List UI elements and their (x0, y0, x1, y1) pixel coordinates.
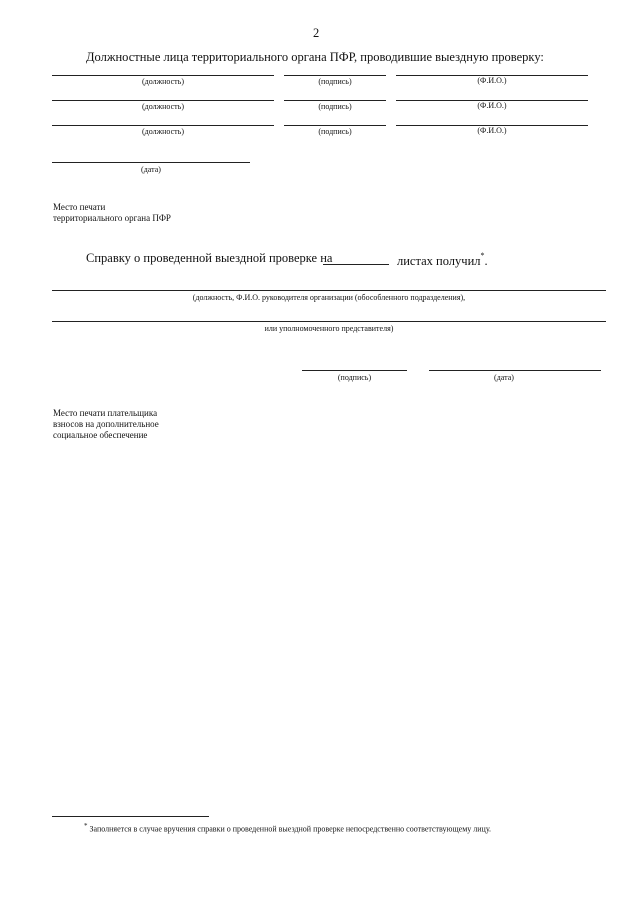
signature-caption: (подпись) (318, 127, 352, 136)
footnote (84, 822, 491, 834)
receipt-statement (86, 251, 488, 268)
head-name-line[interactable] (52, 290, 606, 291)
receipt-text-before: Справку о проведенной выездной проверке на (86, 251, 333, 265)
page-number: 2 (313, 26, 320, 40)
payer-stamp-place-label (53, 408, 159, 441)
name-caption: (Ф.И.О.) (477, 76, 507, 85)
stamp-place-label (53, 202, 171, 224)
representative-caption: или уполномоченного представителя) (264, 324, 394, 333)
position-caption: (должность) (142, 102, 184, 111)
signature-caption: (подпись) (318, 77, 352, 86)
footnote-text: Заполняется в случае вручения справки о проведенной выездной проверке непосредственно соответствующему лицу. (89, 824, 492, 834)
date-line[interactable] (52, 162, 250, 163)
position-caption: (должность) (142, 77, 184, 86)
signature-line[interactable] (284, 75, 386, 76)
receiver-signature-caption: (подпись) (337, 373, 372, 382)
position-caption: (должность) (142, 127, 184, 136)
signature-caption: (подпись) (318, 102, 352, 111)
position-line[interactable] (52, 100, 274, 101)
signature-line[interactable] (284, 125, 386, 126)
name-caption: (Ф.И.О.) (477, 101, 507, 110)
position-line[interactable] (52, 75, 274, 76)
sheets-count-line[interactable] (323, 264, 389, 265)
stamp-line: взносов на дополнительное (53, 419, 159, 429)
footnote-separator (52, 816, 209, 817)
signature-line[interactable] (284, 100, 386, 101)
stamp-line: территориального органа ПФР (53, 213, 171, 223)
stamp-line: Место печати (53, 202, 106, 212)
position-line[interactable] (52, 125, 274, 126)
receipt-text-after: листах получил (397, 254, 481, 268)
end-mark: . (484, 254, 488, 268)
footnote-mark: * (84, 822, 88, 830)
stamp-line: Место печати плательщика (53, 408, 158, 418)
date-caption: (дата) (141, 165, 161, 174)
footnote-mark: * (480, 251, 485, 260)
receiver-date-line[interactable] (429, 370, 601, 371)
receiver-signature-line[interactable] (302, 370, 407, 371)
stamp-line: социальное обеспечение (53, 430, 148, 440)
officials-heading: Должностные лица территориального органа ПФР, проводившие выездную проверку: (86, 50, 544, 64)
name-caption: (Ф.И.О.) (477, 126, 507, 135)
head-name-caption: (должность, Ф.И.О. руководителя организации (обособленного подразделения), (192, 293, 466, 302)
receiver-date-caption: (дата) (494, 373, 514, 382)
representative-line[interactable] (52, 321, 606, 322)
